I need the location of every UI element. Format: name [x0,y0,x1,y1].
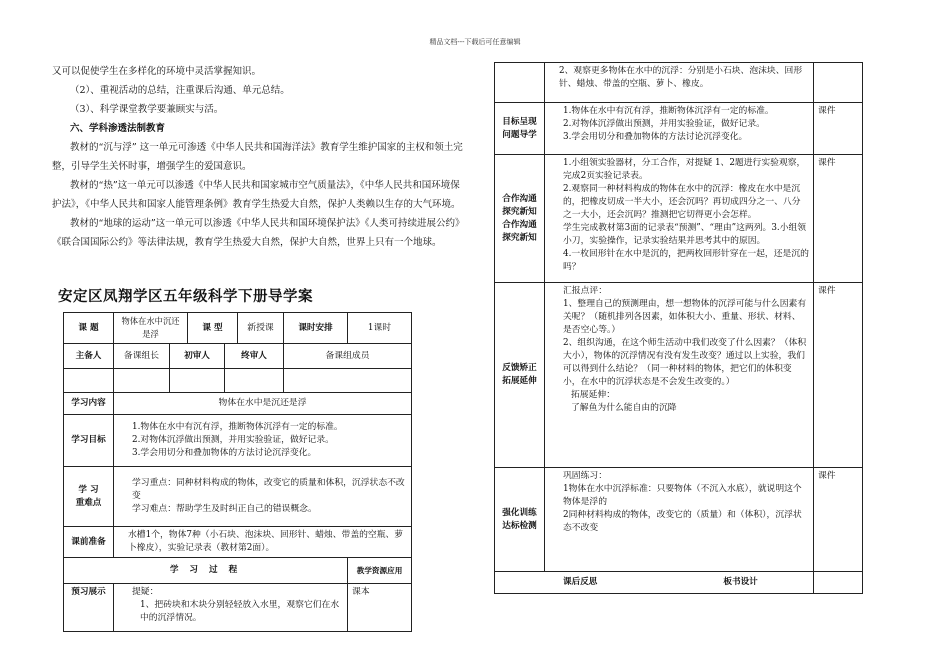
footer-row [495,572,814,594]
prepare-cell: 水槽1个，物体7种（小石块、泡沫块、回形针、蜡烛、带盖的空瓶、萝卜橡皮），实验记录表（教材第2面）。 [114,527,412,558]
feedback-resource: 课件 [814,283,863,468]
label-review: 初审人 [170,344,225,369]
text-line: （2）、重视活动的总结，注重课后沟通、单元总结。 [70,85,290,96]
study-content: 物体在水中是沉还是浮 [114,393,412,415]
header-note: 精品文档---下载后可任意编辑 [429,38,521,46]
preview-line: 提疑： [132,587,159,597]
label-feedback: 反馈矫正拓展延伸 [495,283,545,468]
paragraph: 教材的“热”这一单元可以渗透《中华人民共和国家城市空气质量法》，《中华人民共和国环境保护法》，《中华人民共和国家人能管理条例》教育学生热爱大自然，保护人类赖以生存的大气环境。 [52,180,461,210]
feedback-line: 汇报点评： [563,286,607,296]
keypoints-cell [114,467,412,527]
key-point: 学习难点：帮助学生及时纠正自己的错误概念。 [132,504,317,514]
label-cooperate: 合作沟通探究新知合作沟通探究新知 [495,155,545,283]
preview-resource: 课本 [348,584,412,632]
label-prepare: 课前准备 [64,527,114,558]
label-board: 板书设计 [723,577,758,587]
goal-item: 1.物体在水中有沉有浮，推断物体沉浮有一定的标准。 [563,106,774,116]
lesson-plan-table-continued [494,62,863,594]
label-prep: 主备人 [64,344,114,369]
lesson-hours: 1课时 [348,313,412,344]
lesson-title: 物体在水中沉还是浮 [114,313,188,344]
lesson-type: 新授课 [238,313,284,344]
section-heading: 六、学科渗透法制教育 [70,123,166,134]
paragraph: 教材的“地球的运动”这一单元可以渗透《中华人民共和国环境保护法》《人类可持续进展公约》《联合国国际公约》等法律法规，教育学生热爱大自然，保护大自然，世界上只有一个地球。 [52,218,465,248]
preview-cell [114,584,348,632]
label-goals: 学习目标 [64,415,114,467]
goal-item: 2.对物体沉浮做出预测，并用实验验证，做好记录。 [563,119,765,129]
label-reflect: 课后反思 [563,577,598,587]
strengthen-cell [545,468,814,572]
label-type: 课 型 [188,313,238,344]
cooperate-resource: 课件 [814,155,863,283]
label-preview: 预习展示 [64,584,114,632]
label-content: 学习内容 [64,393,114,415]
paragraph: 教材的“沉与浮” 这一单元可渗透《中华人民共和国海洋法》教育学生维护国家的主权和领土完整，引导学生关怀时事，增强学生的爱国意识。 [52,142,463,172]
strengthen-line: 巩固练习： [563,471,607,481]
prep-person: 备课组长 [114,344,170,369]
goal-present-resource: 课件 [814,103,863,155]
goal-item: 3.学会用切分和叠加物体的方法讨论沉浮变化。 [563,132,748,142]
goal-item: 1.物体在水中有沉有浮，推断物体沉浮有一定的标准。 [132,422,343,432]
key-point: 学习重点：同种材料构成的物体，改变它的质量和体积，沉浮状态不改变 [132,478,405,501]
strengthen-line: 2同种材料构成的物体，改变它的（质量）和（体积），沉浮状态不改变 [563,510,802,533]
goal-item: 2.对物体沉浮做出预测，并用实验验证，做好记录。 [132,435,334,445]
process-header: 学 习 过 程 [64,558,348,584]
cooperate-cell [545,155,814,283]
label-hours: 课时安排 [284,313,348,344]
goal-present-cell [545,103,814,155]
text-line: 又可以促使学生在多样化的环境中灵活掌握知识。 [52,66,262,77]
strengthen-resource: 课件 [814,468,863,572]
lesson-plan-table [63,312,412,632]
label-keypoints: 学 习 重难点 [64,467,114,527]
feedback-line: 拓展延伸： [571,390,615,400]
coop-line: 2.观察同一种材料构成的物体在水中的沉浮：橡皮在水中是沉的，把橡皮切成一半大小，还会沉吗？再切成四分之一、八分之一大小，还会沉吗？推测把它切得更小会怎样。 [563,184,801,220]
label-final: 终审人 [225,344,284,369]
coop-line: 4.一枚回形针在水中是沉的，把两枚回形针穿在一起，还是沉的吗？ [563,249,809,272]
feedback-line: 了解鱼为什么能自由的沉降 [571,403,677,413]
label-strengthen: 强化训练达标检测 [495,468,545,572]
members: 备课组成员 [284,344,412,369]
left-text-block [52,62,467,252]
strengthen-line: 1物体在水中沉浮标准：只要物体（不沉入水底），就说明这个物体是浮的 [563,484,802,507]
feedback-cell [545,283,814,468]
coop-line: 1.小组领实验器材，分工合作，对提疑 1、2题进行实验观察，完成2页实验记录表。 [563,158,806,181]
goals-cell [114,415,412,467]
goal-item: 3.学会用切分和叠加物体的方法讨论沉浮变化。 [132,448,317,458]
coop-line: 学生完成教材第3面的记录表“预测”、“理由”这两列。3.小组领小刀，实验操作，记录实验结果并思考其中的原因。 [563,223,807,246]
feedback-line: 1、整理自己的预测理由，想一想物体的沉浮可能与什么因素有关呢？（随机排列各因素，如体积大小、重量、形状、材料、是否空心等。） [563,299,807,335]
document-title: 安定区凤翔学区五年级科学下册导学案 [58,289,313,305]
observe-cell: 2、观察更多物体在水中的沉浮：分别是小石块、泡沫块、回形针、蜡烛、带盖的空瓶、萝卜、橡皮。 [545,63,814,103]
resource-header: 教学资源应用 [348,558,412,584]
preview-line: 1、把砖块和木块分别轻轻放入水里，观察它们在水中的沉浮情况。 [140,600,340,623]
feedback-line: 2、组织沟通，在这个师生活动中我们改变了什么因素？（体积大小），物体的沉浮情况有没有发生改变？通过以上实验，我们可以得到什么结论？（同一种材料的物体，把它们的体积变小，在水中的沉浮状态是不会发生改变的。） [563,338,807,387]
text-line: （3）、科学课堂教学要兼顾实与活。 [70,104,224,115]
label-goal-present: 目标呈现问题导学 [495,103,545,155]
label-keti: 课 题 [64,313,114,344]
